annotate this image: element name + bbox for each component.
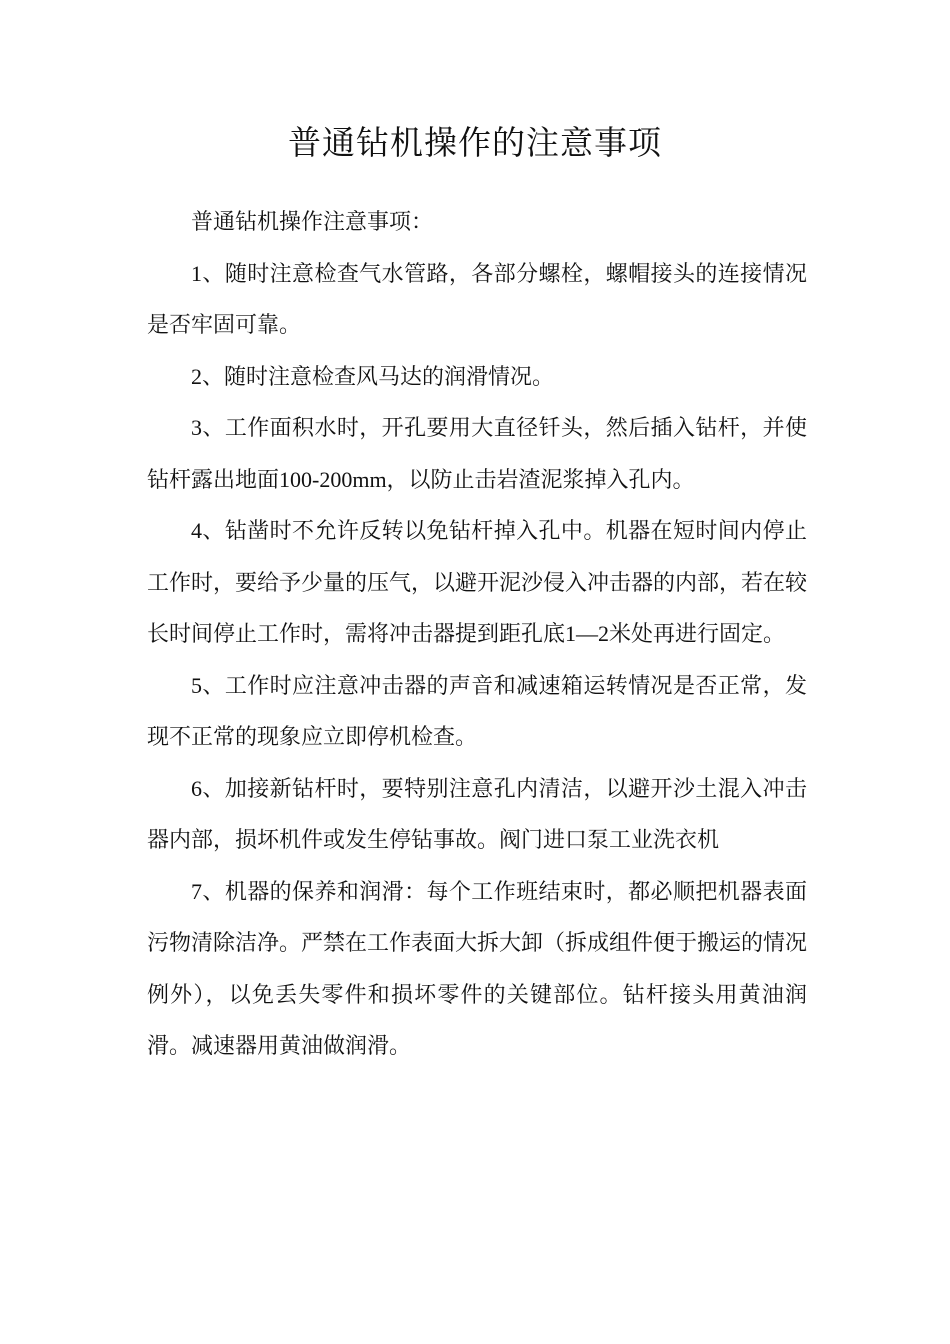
paragraph-item-2: 2、随时注意检查风马达的润滑情况。 [191,363,555,389]
paragraph-item-5: 5、工作时应注意冲击器的声音和减速箱运转情况是否正常，发现不正常的现象应立即停机检查。 [147,672,807,749]
paragraph-item-3: 3、工作面积水时，开孔要用大直径钎头，然后插入钻杆，并使钻杆露出地面100-200mm，以防止击岩渣泥浆掉入孔内。 [147,415,807,492]
paragraph-item-1: 1、随时注意检查气水管路，各部分螺栓，螺帽接头的连接情况是否牢固可靠。 [147,260,807,337]
document-body [147,196,807,1072]
paragraph-item-6: 6、加接新钻杆时，要特别注意孔内清洁，以避开沙土混入冲击器内部，损坏机件或发生停钻事故。阀门进口泵工业洗衣机 [147,775,807,852]
document-title: 普通钻机操作的注意事项 [288,126,662,162]
paragraph-item-4: 4、钻凿时不允许反转以免钻杆掉入孔中。机器在短时间内停止工作时，要给予少量的压气，以避开泥沙侵入冲击器的内部，若在较长时间停止工作时，需将冲击器提到距孔底1—2米处再进行固定。 [147,518,808,646]
paragraph-intro: 普通钻机操作注意事项： [191,209,434,234]
paragraph-item-7: 7、机器的保养和润滑：每个工作班结束时，都必顺把机器表面污物清除洁净。严禁在工作表面大拆大卸（拆成组件便于搬运的情况例外），以免丢失零件和损坏零件的关键部位。钻杆接头用黄油润滑。减速器用黄油做润滑。 [147,878,808,1058]
